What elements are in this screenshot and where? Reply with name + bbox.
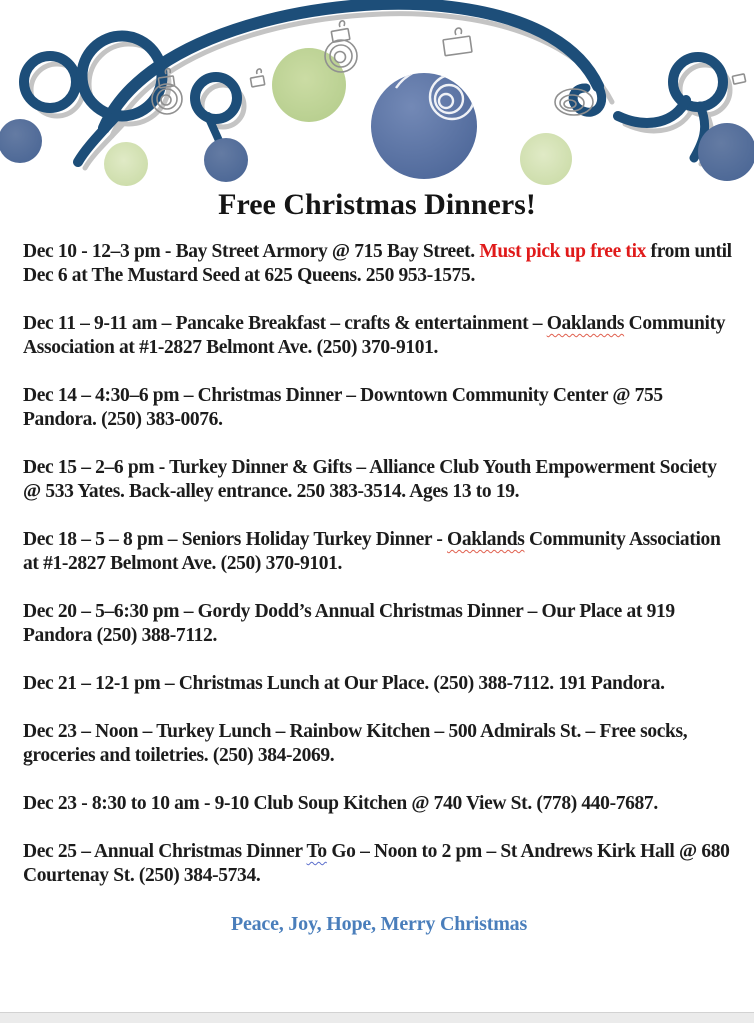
misspelled-word: Oaklands bbox=[546, 313, 625, 334]
christmas-ornament-decoration bbox=[0, 0, 754, 188]
grammar-flagged-word: To bbox=[306, 841, 327, 862]
event-dec-20 bbox=[23, 600, 735, 648]
event-text-segment: Dec 14 – 4:30–6 pm – Christmas Dinner – Downtown Community Center @ 755 Pandora. (250) 383-0076. bbox=[23, 385, 663, 430]
event-dec-10 bbox=[23, 240, 735, 288]
event-dec-14 bbox=[23, 384, 735, 432]
ball-blue-large bbox=[371, 73, 477, 179]
event-text-segment: Dec 10 - 12–3 pm - Bay Street Armory @ 715 Bay Street. bbox=[23, 241, 480, 262]
event-text-segment: Dec 25 – Annual Christmas Dinner bbox=[23, 841, 307, 862]
event-dec-21 bbox=[23, 672, 735, 696]
event-dec-18 bbox=[23, 528, 735, 576]
event-text-segment: Dec 23 – Noon – Turkey Lunch – Rainbow Kitchen – 500 Admirals St. – Free socks, groceries and toiletries. (250) 384-2069. bbox=[23, 721, 688, 766]
ornament-swirls-graphic bbox=[0, 0, 754, 188]
ball-blue-mid bbox=[204, 138, 248, 182]
event-dec-23-soup-kitchen bbox=[23, 792, 735, 816]
ball-blue-left bbox=[0, 119, 42, 163]
event-text-segment: Dec 20 – 5–6:30 pm – Gordy Dodd’s Annual Christmas Dinner – Our Place at 919 Pandora (250) 388-7112. bbox=[23, 601, 675, 646]
red-highlight-text: Must pick up free tix bbox=[479, 241, 647, 262]
page-title: Free Christmas Dinners! bbox=[218, 188, 536, 221]
ball-blue-right bbox=[698, 123, 754, 181]
page-bottom-edge bbox=[0, 1012, 754, 1023]
event-text-segment: Dec 18 – 5 – 8 pm – Seniors Holiday Turkey Dinner - bbox=[23, 529, 448, 550]
event-dec-15 bbox=[23, 456, 735, 504]
event-text-segment: Community Association at #1-2827 Belmont Ave. (250) 370-9101. bbox=[23, 529, 721, 574]
misspelled-word: Oaklands bbox=[447, 529, 525, 550]
event-text-segment: Dec 15 – 2–6 pm - Turkey Dinner & Gifts – Alliance Club Youth Empowerment Society @ 533 Yates. Back-alley entrance. 250 383-3514. Ages 13 to 19. bbox=[23, 457, 717, 502]
event-dec-25 bbox=[23, 840, 735, 888]
event-text-segment: Dec 21 – 12-1 pm – Christmas Lunch at Our Place. (250) 388-7112. 191 Pandora. bbox=[23, 673, 665, 694]
event-text-segment: from until Dec 6 at The Mustard Seed at 625 Queens. 250 953-1575. bbox=[23, 241, 732, 286]
ball-green-right bbox=[520, 133, 572, 185]
event-text-segment: Dec 23 - 8:30 to 10 am - 9-10 Club Soup Kitchen @ 740 View St. (778) 440-7687. bbox=[23, 793, 658, 814]
event-text-segment: Go – Noon to 2 pm – St Andrews Kirk Hall @ 680 Courtenay St. (250) 384-5734. bbox=[23, 841, 730, 886]
event-list bbox=[23, 240, 735, 936]
event-text-segment: Dec 11 – 9-11 am – Pancake Breakfast – crafts & entertainment – bbox=[23, 313, 547, 334]
event-text-segment: Community Association at #1-2827 Belmont Ave. (250) 370-9101. bbox=[23, 313, 726, 358]
event-dec-23-lunch bbox=[23, 720, 735, 768]
ball-green-left bbox=[104, 142, 148, 186]
event-dec-11 bbox=[23, 312, 735, 360]
footer-greeting: Peace, Joy, Hope, Merry Christmas bbox=[230, 913, 528, 935]
